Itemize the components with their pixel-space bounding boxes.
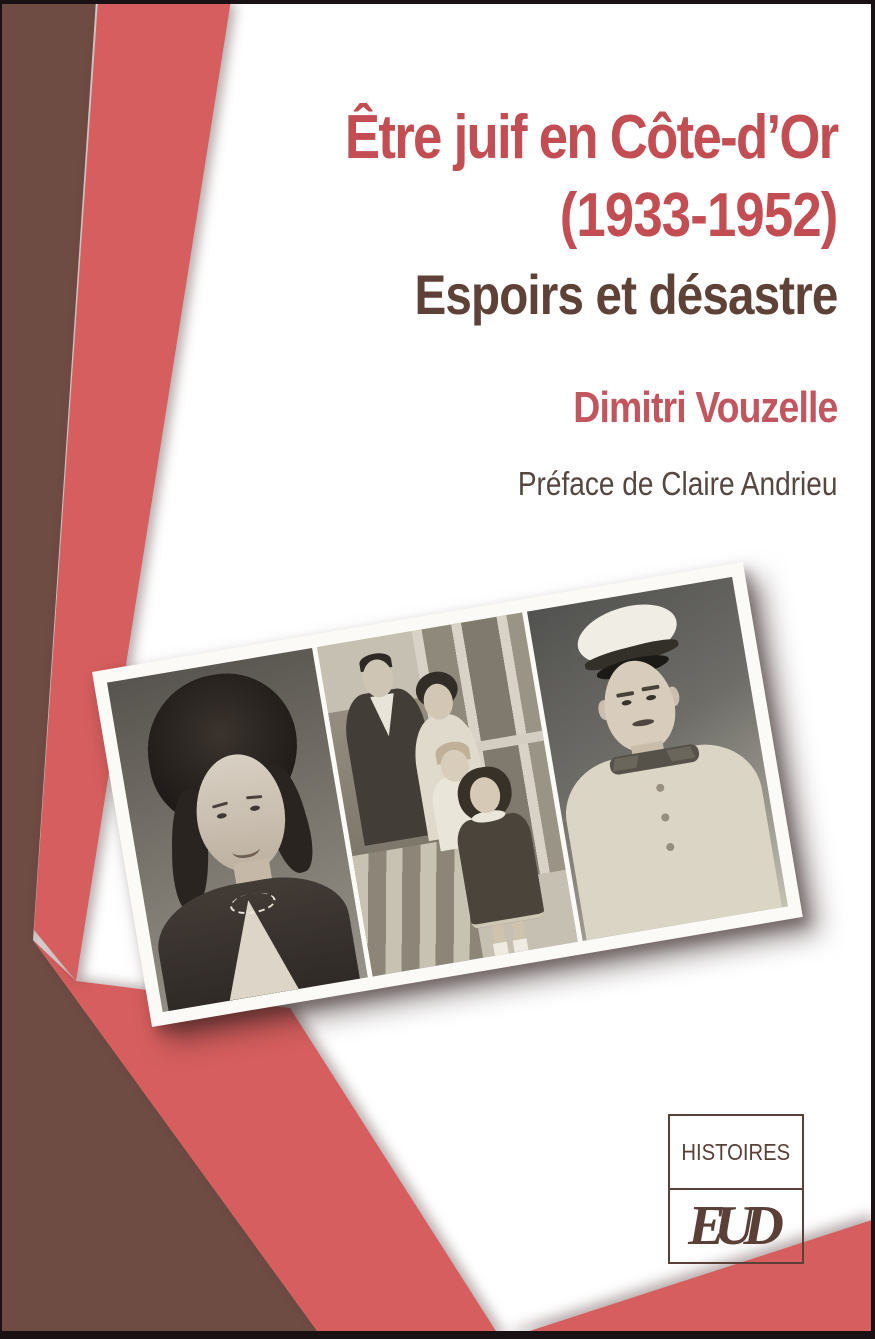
author-name: Dimitri Vouzelle — [572, 383, 837, 432]
title-block — [344, 100, 837, 504]
scan-edge-top — [0, 0, 875, 4]
publisher-box — [668, 1114, 804, 1264]
collection-cell — [670, 1116, 802, 1190]
scan-edge-left — [0, 0, 2, 1339]
eud-logo: EUD — [688, 1195, 773, 1257]
subtitle: Espoirs et désastre — [413, 263, 837, 326]
title-line-2: (1933-1952) — [559, 181, 837, 250]
collection-label: HISTOIRES — [681, 1138, 791, 1165]
scan-edge-bottom — [0, 1331, 875, 1339]
girl-sock — [493, 942, 509, 956]
girl-sock — [513, 938, 529, 952]
publisher-logo-cell — [670, 1190, 802, 1262]
scan-edge-right — [871, 0, 875, 1339]
preface-credit: Préface de Claire Andrieu — [517, 465, 837, 502]
title-line-1: Être juif en Côte-d’Or — [344, 103, 837, 172]
